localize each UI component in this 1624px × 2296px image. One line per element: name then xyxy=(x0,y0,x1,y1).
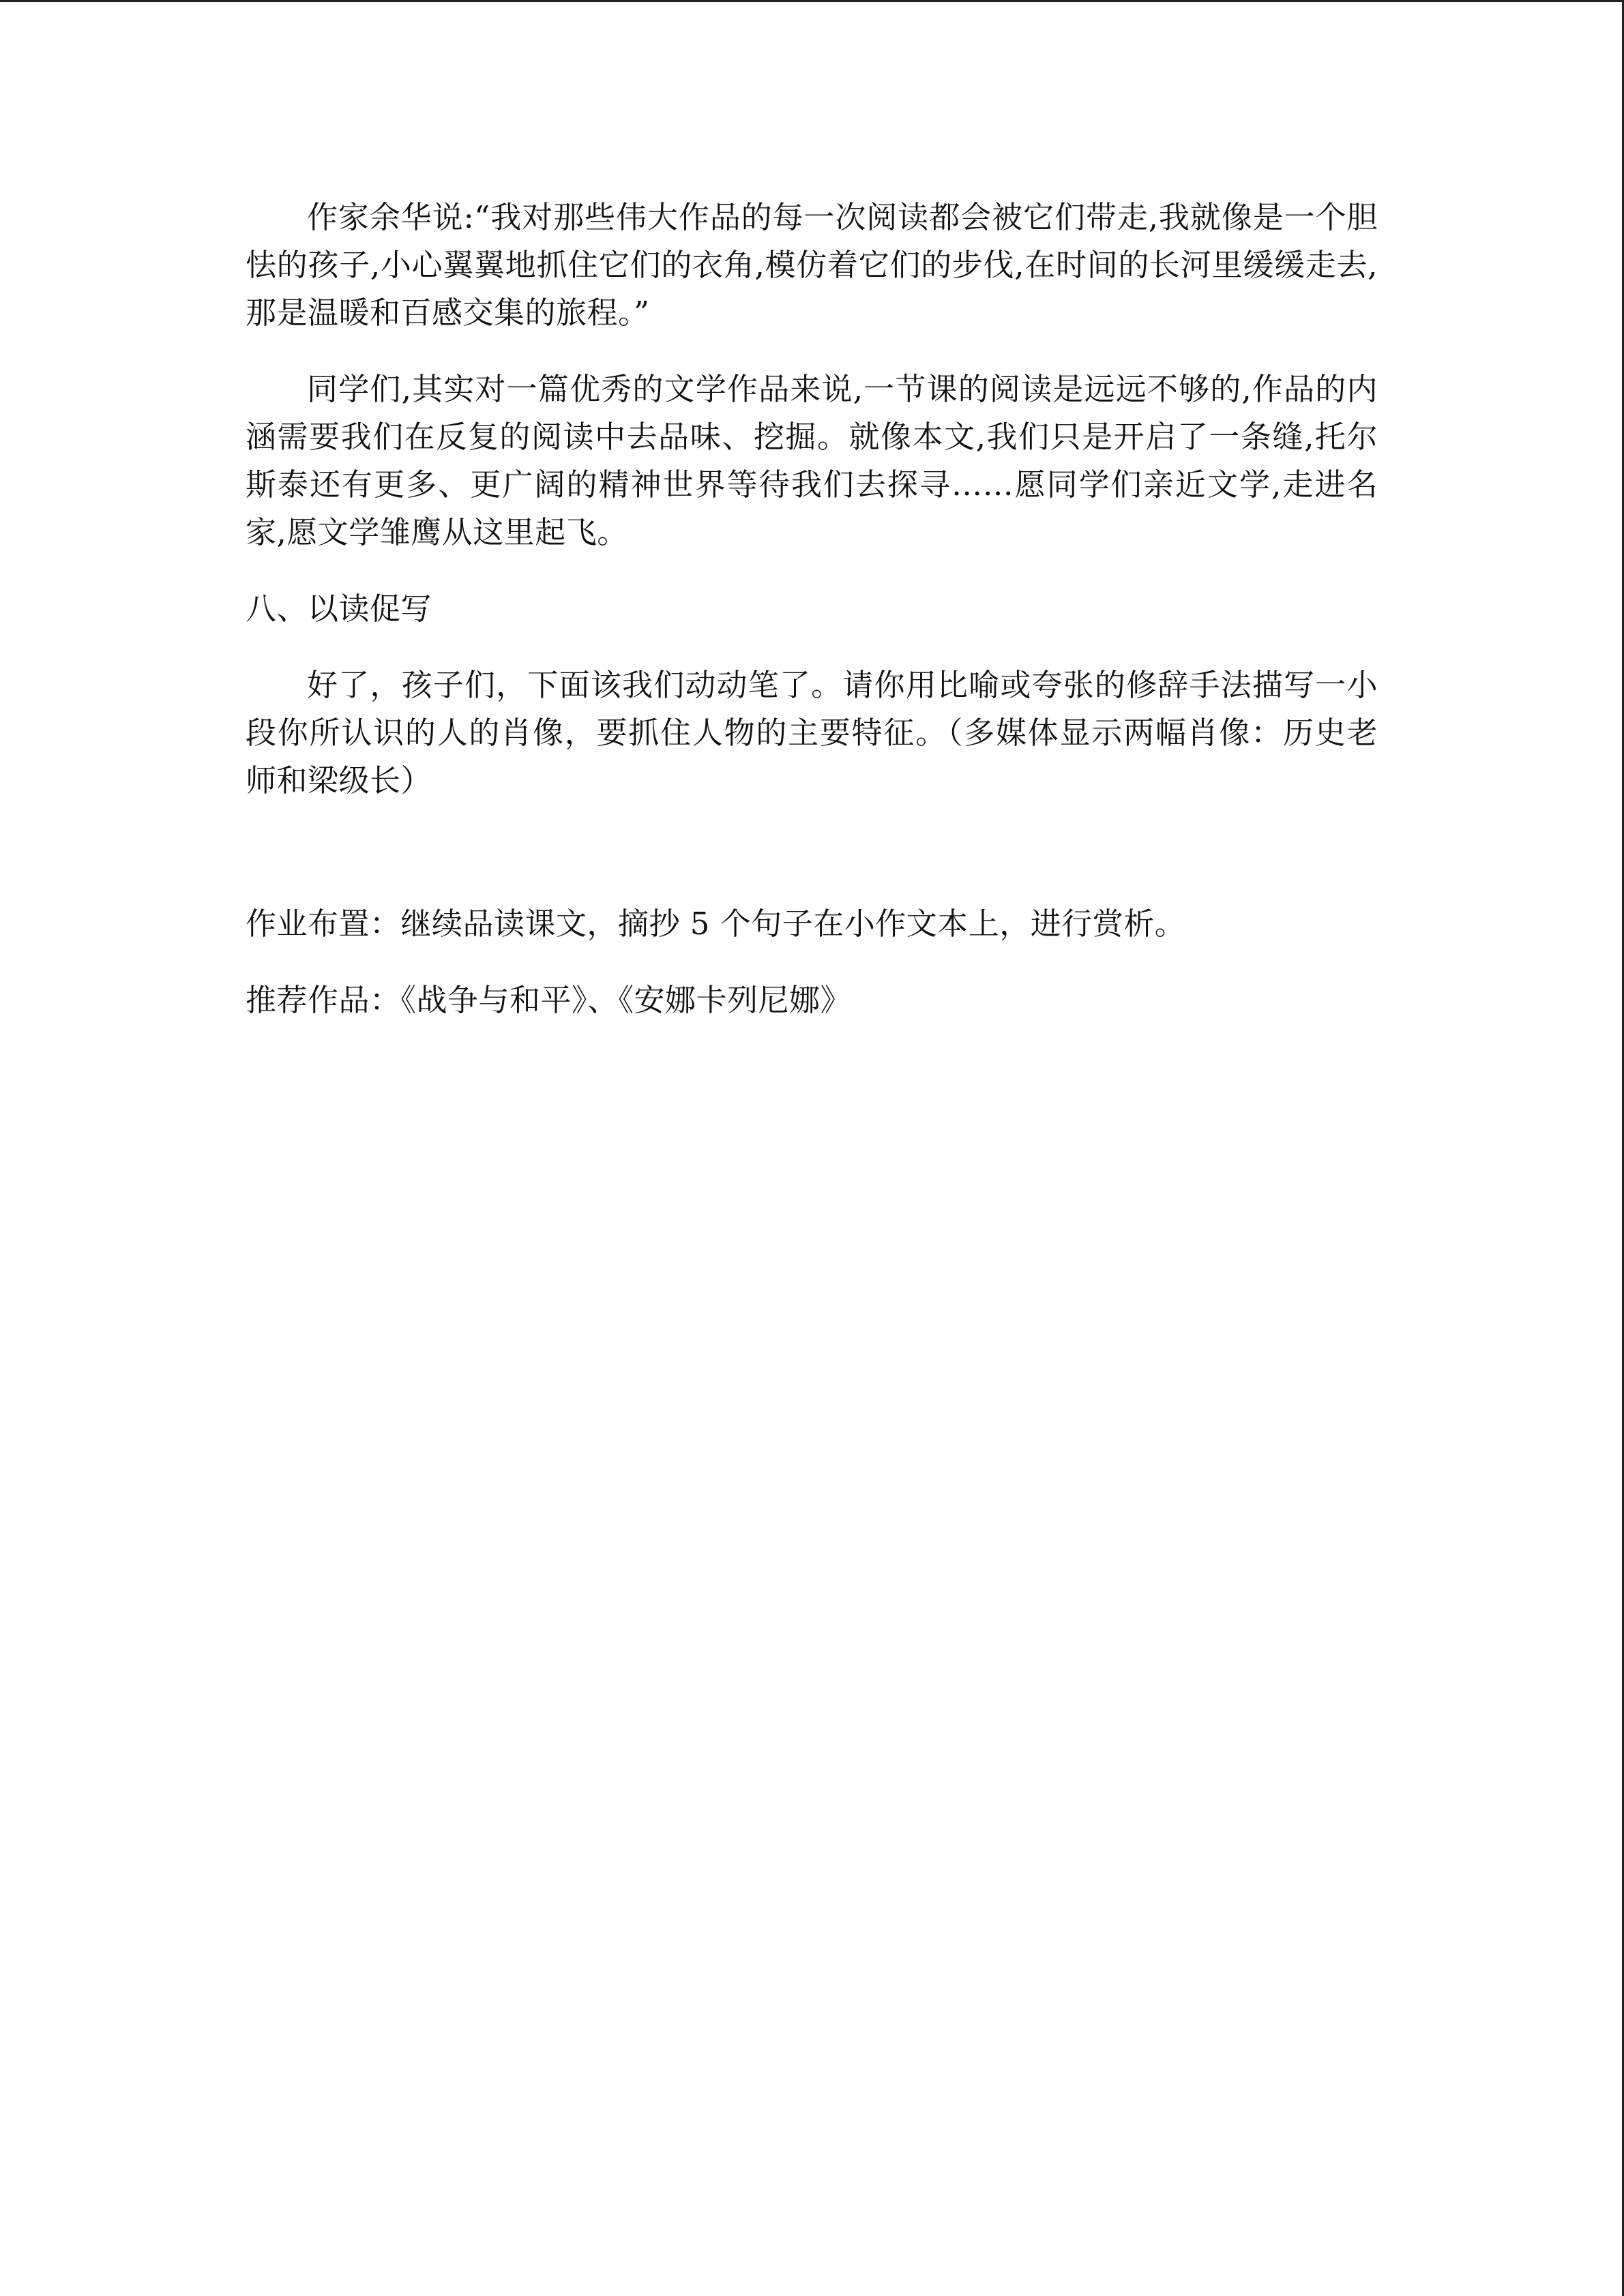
reflection-paragraph: 同学们,其实对一篇优秀的文学作品来说,一节课的阅读是远远不够的,作品的内涵需要我们在反复的阅读中去品味、挖掘。就像本文,我们只是开启了一条缝,托尔斯泰还有更多、更广阔的精神世界等待我们去探寻……愿同学们亲近文学,走进名家,愿文学雏鹰从这里起飞。 xyxy=(246,371,1378,550)
writing-task-paragraph: 好了，孩子们，下面该我们动动笔了。请你用比喻或夸张的修辞手法描写一小段你所认识的人的肖像，要抓住人物的主要特征。（多媒体显示两幅肖像：历史老师和梁级长） xyxy=(246,667,1378,799)
section-heading: 八、以读促写 xyxy=(246,591,432,627)
page-border-top xyxy=(0,0,1624,2)
yu-hua-quote-paragraph: 作家余华说:“我对那些伟大作品的每一次阅读都会被它们带走,我就像是一个胆怯的孩子,小心翼翼地抓住它们的衣角,模仿着它们的步伐,在时间的长河里缓缓走去,那是温暖和百感交集的旅程。” xyxy=(246,199,1378,331)
document-body xyxy=(246,194,1378,1024)
homework-paragraph: 作业布置：继续品读课文，摘抄 5 个句子在小作文本上，进行赏析。 xyxy=(246,906,1186,942)
recommended-reading-paragraph: 推荐作品：《战争与和平》、《安娜卡列尼娜》 xyxy=(246,982,852,1018)
